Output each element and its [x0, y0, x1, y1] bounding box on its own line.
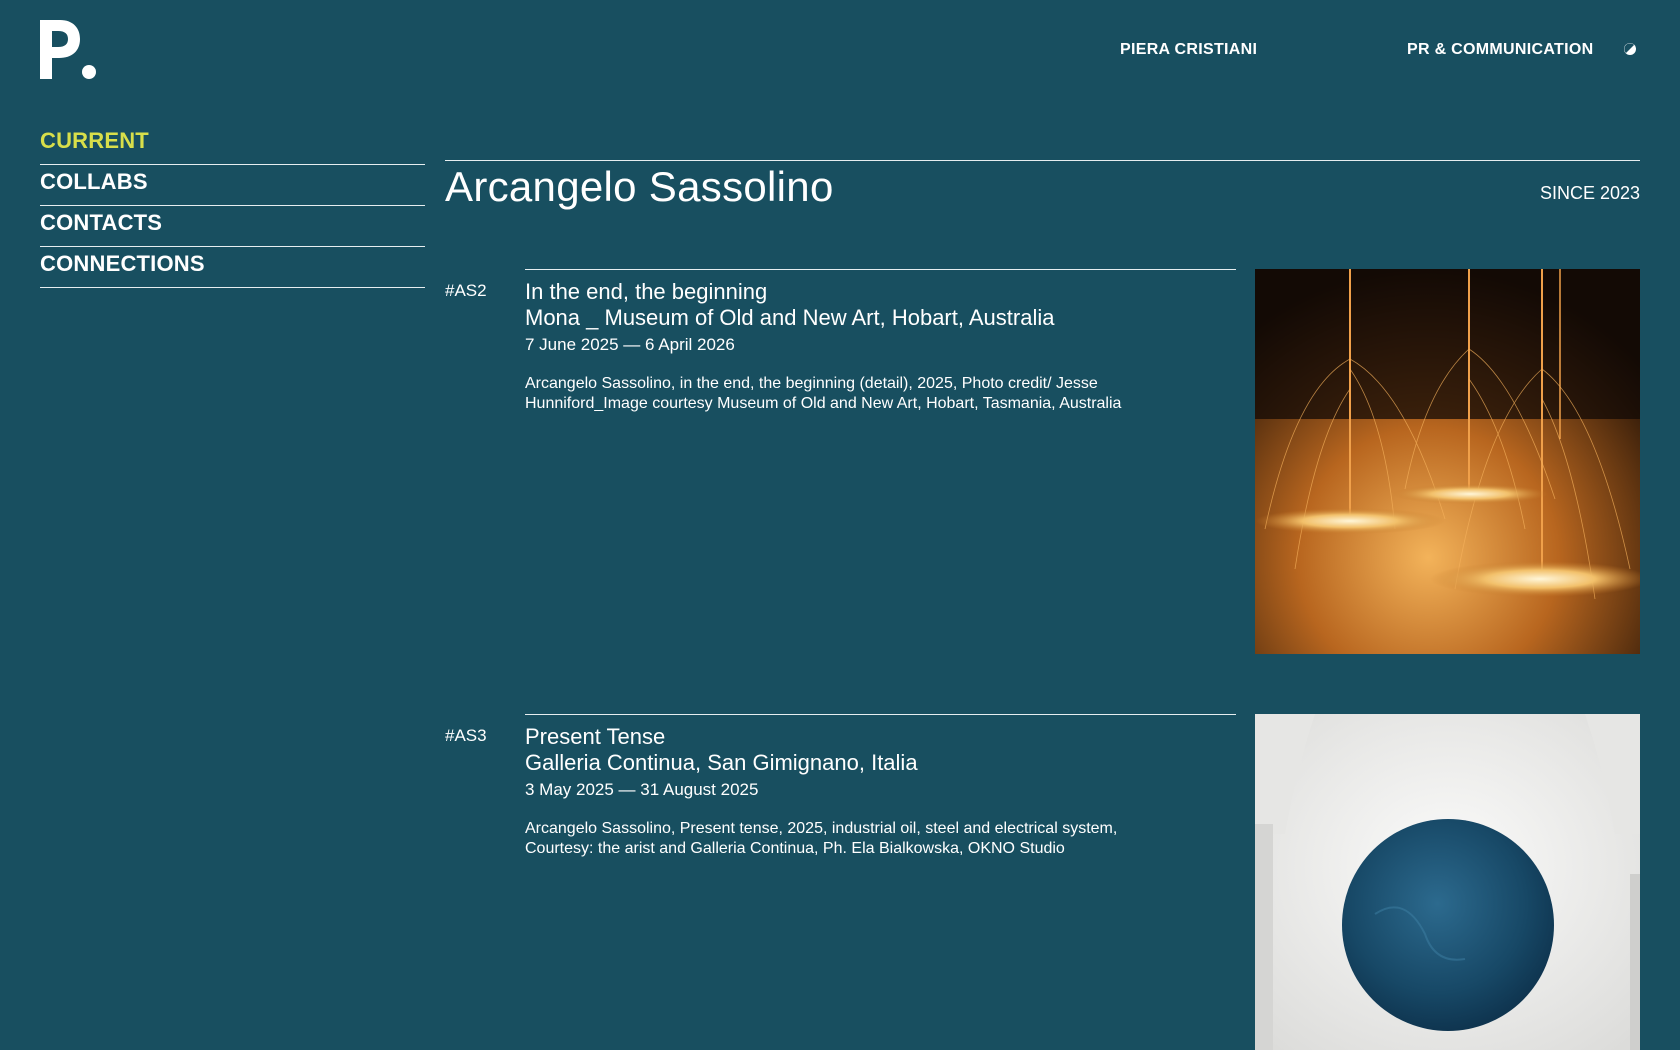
sidebar-item-connections[interactable]: CONNECTIONS	[40, 247, 425, 288]
entry-title: Present Tense	[525, 724, 666, 749]
entry-text	[525, 269, 1236, 414]
entry-code: #AS2	[445, 281, 487, 300]
entry-text	[525, 714, 1236, 859]
header-name-link[interactable]: PIERA CRISTIANI	[1120, 41, 1258, 58]
entry-caption: Arcangelo Sassolino, Present tense, 2025, industrial oil, steel and electrical system, Courtesy: the arist and Galleria Continua, Ph. Ela Bialkowska, OKNO Studio	[525, 820, 1118, 857]
since-label: SINCE 2023	[1539, 183, 1640, 203]
entry-dates: 7 June 2025 — 6 April 2026	[525, 335, 735, 354]
sidebar-item-collabs[interactable]: COLLABS	[40, 165, 425, 206]
artwork-image-sparks[interactable]	[1255, 269, 1640, 654]
artwork-image-disc[interactable]	[1255, 714, 1640, 1050]
entry-venue: Galleria Continua, San Gimignano, Italia	[525, 750, 918, 775]
entry-dates: 3 May 2025 — 31 August 2025	[525, 780, 759, 799]
sidebar-nav	[40, 124, 425, 288]
sidebar-item-current[interactable]: CURRENT	[40, 124, 425, 165]
entry-title: In the end, the beginning	[525, 279, 768, 304]
half-circle-icon[interactable]	[1623, 42, 1637, 56]
logo[interactable]	[40, 20, 98, 80]
artist-name: Arcangelo Sassolino	[445, 163, 834, 210]
header-pr-link[interactable]: PR & COMMUNICATION	[1407, 41, 1594, 58]
entry-caption: Arcangelo Sassolino, in the end, the beginning (detail), 2025, Photo credit/ Jesse Hunniford_Image courtesy Museum of Old and New Art, Hobart, Tasmania, Australia	[525, 375, 1122, 412]
sidebar-item-contacts[interactable]: CONTACTS	[40, 206, 425, 247]
entry-venue: Mona _ Museum of Old and New Art, Hobart, Australia	[525, 305, 1055, 330]
divider	[445, 160, 1640, 161]
entry-code: #AS3	[445, 726, 487, 745]
